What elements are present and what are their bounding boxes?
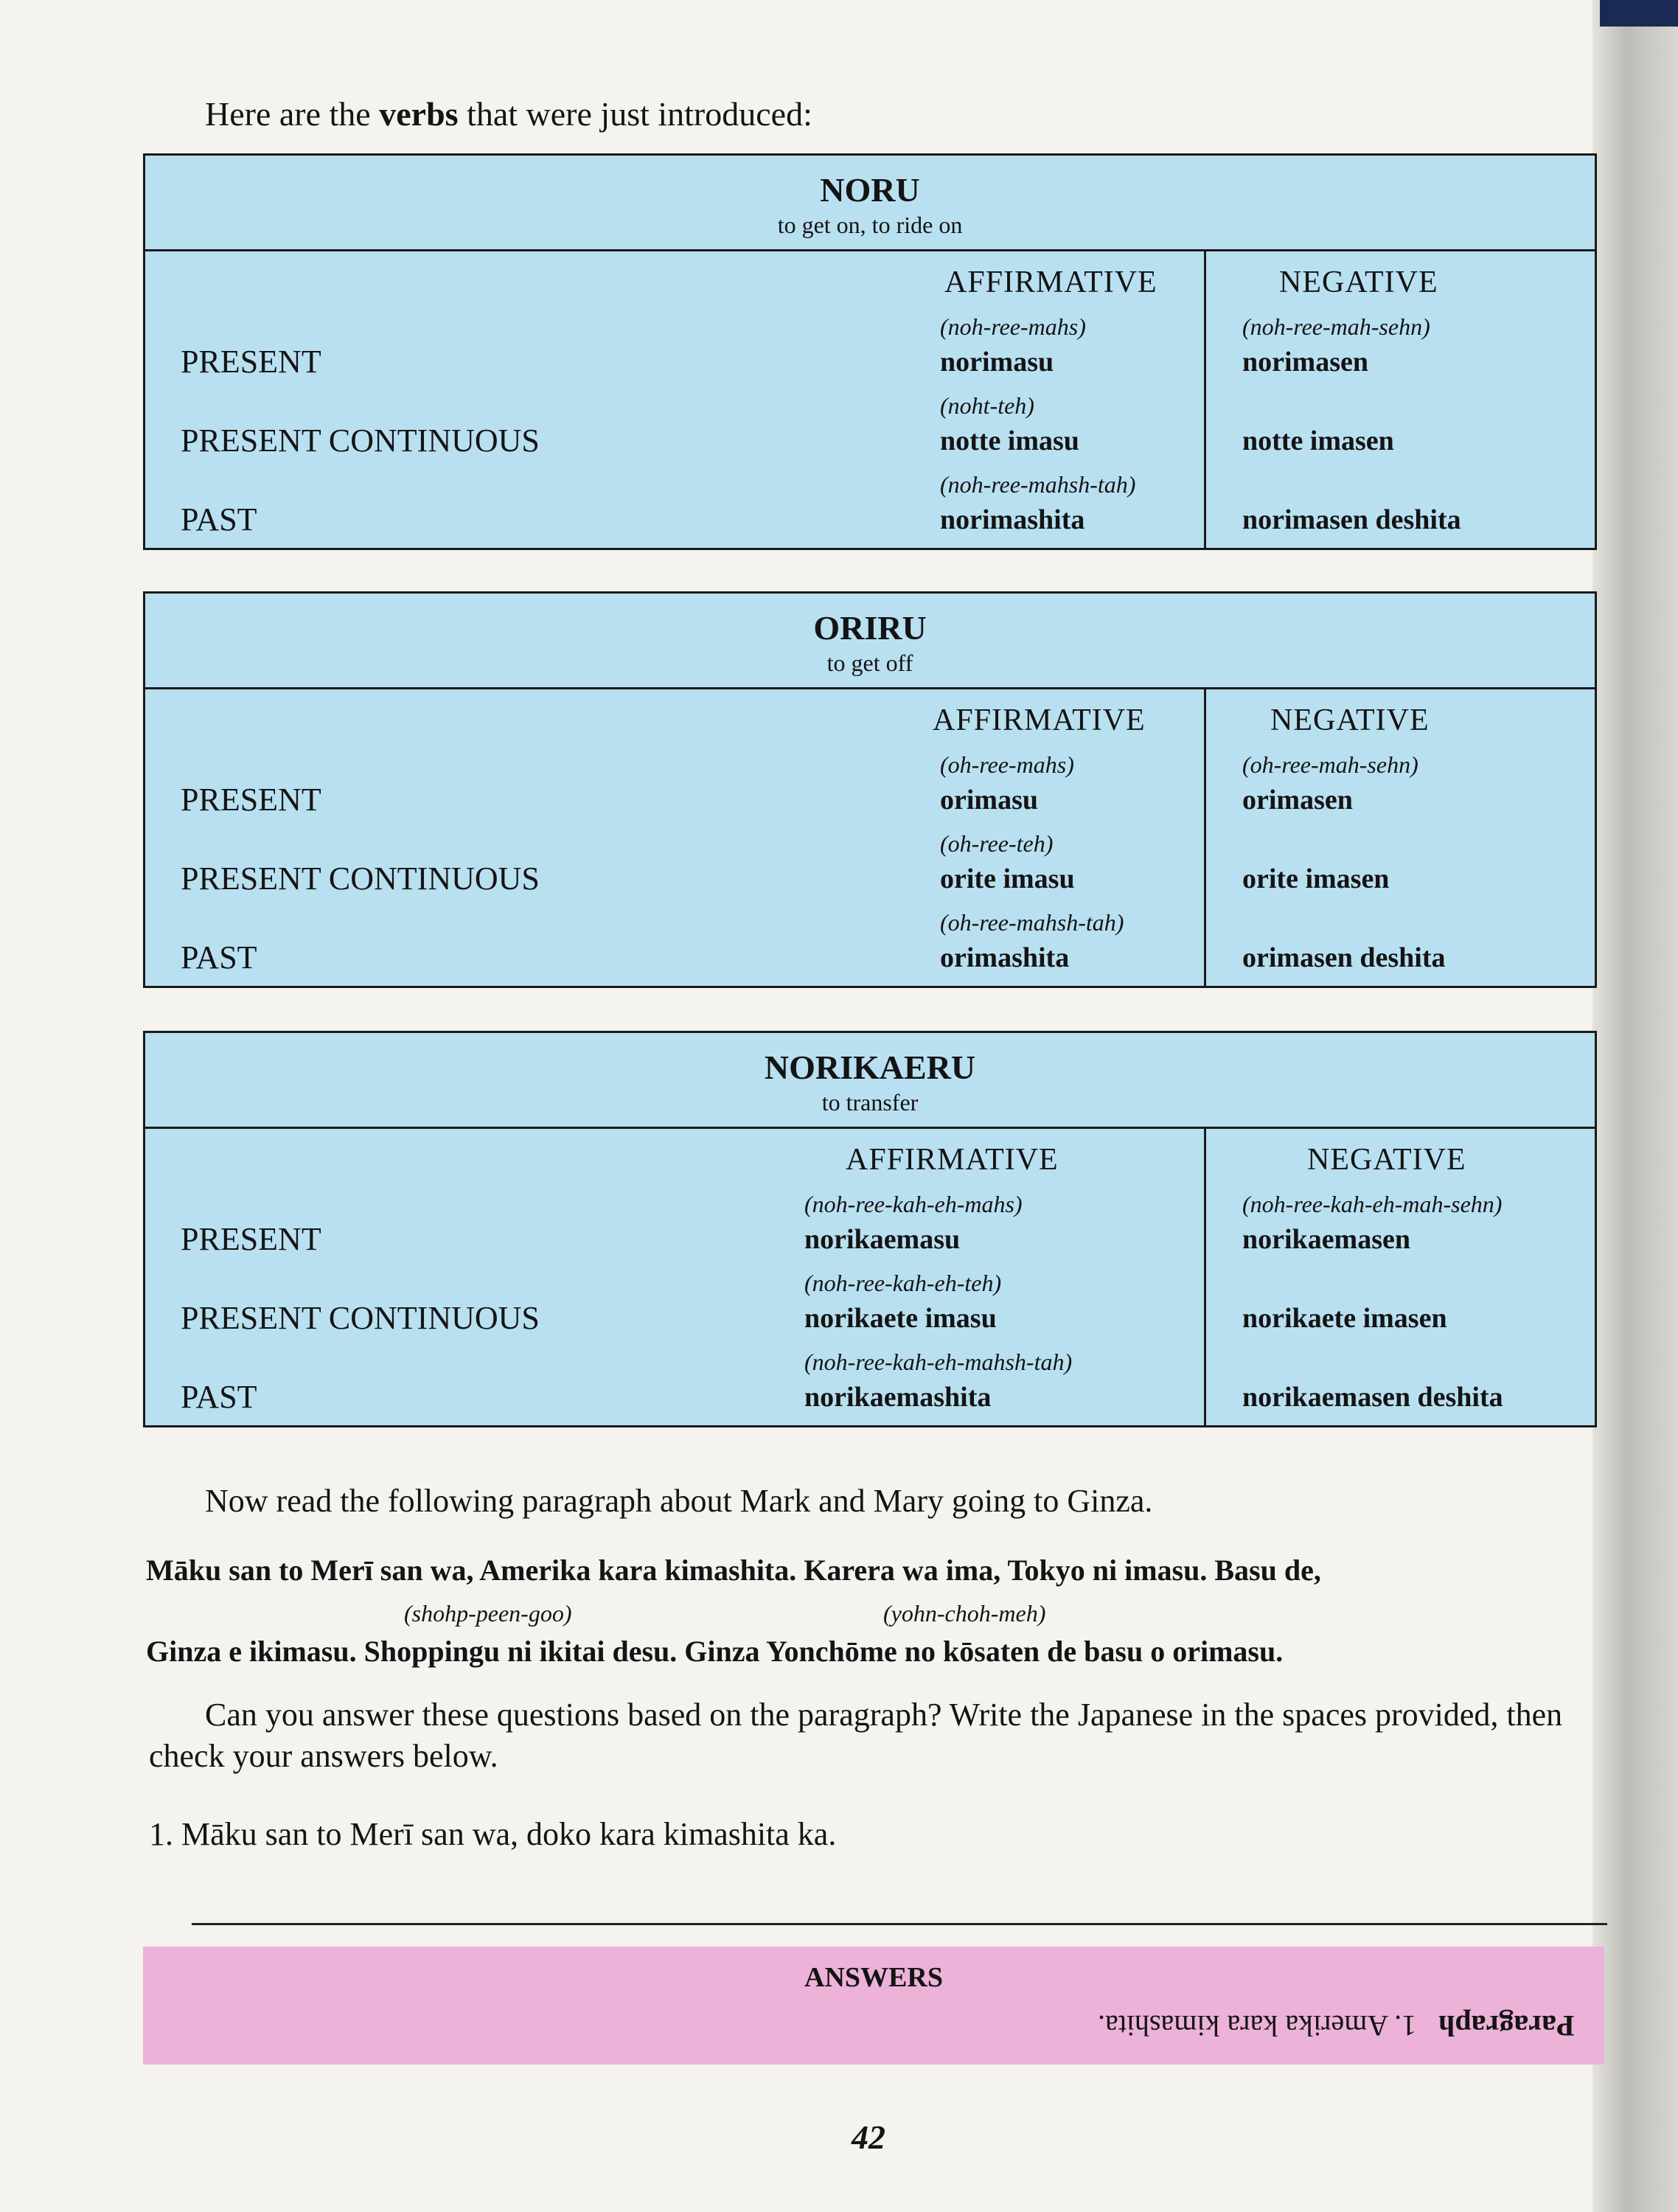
affirmative-form: norimashita (940, 504, 1085, 535)
affirmative-pronunciation: (noh-ree-kah-eh-mahsh-tah) (804, 1349, 1073, 1375)
tense-present: PRESENT (181, 344, 321, 380)
paragraph-intro: Now read the following paragraph about Mark and Mary going to Ginza. (205, 1483, 1153, 1519)
questions-intro: Can you answer these questions based on the paragraph? Write the Japanese in the spaces provided, then check your answers below. (149, 1697, 1563, 1774)
verb-name: NORIKAERU (764, 1048, 976, 1086)
verb-table-header (145, 1033, 1595, 1129)
verb-table-body (145, 689, 1595, 986)
answers-title: ANSWERS (804, 1962, 943, 1993)
tense-present-continuous: PRESENT CONTINUOUS (181, 1300, 540, 1336)
verb-table-body (145, 1129, 1595, 1425)
affirmative-pronunciation: (oh-ree-teh) (940, 830, 1054, 857)
verb-meaning: to transfer (821, 1089, 919, 1116)
negative-header: NEGATIVE (1270, 703, 1430, 737)
affirmative-pronunciation: (noh-ree-kah-eh-teh) (804, 1270, 1002, 1296)
verb-table-header (145, 594, 1595, 689)
affirmative-form: orimashita (940, 942, 1070, 973)
negative-header: NEGATIVE (1307, 1143, 1466, 1177)
answer-line[interactable] (192, 1923, 1607, 1925)
page-number: 42 (852, 2118, 885, 2156)
affirmative-form: norimasu (940, 347, 1054, 378)
affirmative-form: orite imasu (940, 863, 1075, 894)
tense-present: PRESENT (181, 782, 321, 818)
negative-form: norikaete imasen (1242, 1303, 1447, 1334)
negative-form: norimasen deshita (1242, 504, 1461, 535)
pronunciation-shoppingu: (shohp-peen-goo) (404, 1600, 572, 1627)
verb-table-norikaeru (143, 1031, 1597, 1427)
negative-form: orimasen (1242, 785, 1353, 815)
affirmative-pronunciation: (noh-ree-mahs) (940, 313, 1086, 340)
verb-table-header (145, 156, 1595, 251)
verb-name: NORU (820, 171, 920, 209)
pronunciation-yonchome: (yohn-choh-meh) (883, 1600, 1046, 1627)
negative-form: orimasen deshita (1242, 942, 1446, 973)
negative-form: notte imasen (1242, 425, 1394, 456)
affirmative-pronunciation: (noht-teh) (940, 392, 1034, 419)
negative-form: norimasen (1242, 347, 1368, 378)
column-divider (1204, 251, 1206, 548)
question-1: 1. Māku san to Merī san wa, doko kara kimashita ka. (149, 1816, 837, 1852)
negative-pronunciation: (noh-ree-mah-sehn) (1242, 313, 1430, 340)
negative-form: orite imasen (1242, 863, 1390, 894)
intro-line: Here are the verbs that were just introduced: (205, 95, 812, 133)
negative-form: norikaemasen (1242, 1224, 1410, 1255)
adjacent-page-edge (1600, 0, 1678, 27)
answers-text: 1. Amerika kara kimashita. (1098, 2009, 1417, 2042)
tense-past: PAST (181, 501, 257, 538)
tense-present: PRESENT (181, 1221, 321, 1257)
negative-header: NEGATIVE (1279, 265, 1438, 299)
column-divider (1204, 689, 1206, 986)
affirmative-pronunciation: (oh-ree-mahsh-tah) (940, 909, 1124, 936)
verb-name: ORIRU (813, 609, 927, 647)
answers-label: Paragraph (1438, 2009, 1575, 2042)
verb-table-oriru (143, 591, 1597, 988)
tense-past: PAST (181, 1379, 257, 1415)
verb-table-noru (143, 153, 1597, 550)
affirmative-header: AFFIRMATIVE (933, 703, 1146, 737)
verb-meaning: to get on, to ride on (777, 212, 963, 238)
page-gutter-shadow (1592, 0, 1678, 2212)
affirmative-form: notte imasu (940, 425, 1079, 456)
affirmative-header: AFFIRMATIVE (846, 1143, 1059, 1177)
answers-upside-down (1098, 2008, 1575, 2043)
tense-present-continuous: PRESENT CONTINUOUS (181, 860, 540, 897)
negative-form: norikaemasen deshita (1242, 1382, 1503, 1413)
verb-table-body (145, 251, 1595, 548)
tense-past: PAST (181, 939, 257, 975)
affirmative-form: norikaemasu (804, 1224, 961, 1255)
negative-pronunciation: (noh-ree-kah-eh-mah-sehn) (1242, 1191, 1503, 1217)
answers-box (143, 1947, 1604, 2065)
affirmative-form: norikaemashita (804, 1382, 992, 1413)
affirmative-form: orimasu (940, 785, 1038, 815)
verb-meaning: to get off (826, 650, 913, 676)
affirmative-header: AFFIRMATIVE (944, 265, 1157, 299)
affirmative-form: norikaete imasu (804, 1303, 997, 1334)
tense-present-continuous: PRESENT CONTINUOUS (181, 422, 540, 459)
affirmative-pronunciation: (noh-ree-kah-eh-mahs) (804, 1191, 1023, 1217)
column-divider (1204, 1129, 1206, 1425)
negative-pronunciation: (oh-ree-mah-sehn) (1242, 751, 1418, 778)
paragraph-line-1: Māku san to Merī san wa, Amerika kara kimashita. Karera wa ima, Tokyo ni imasu. Basu de, (146, 1554, 1321, 1587)
paragraph-line-2: Ginza e ikimasu. Shoppingu ni ikitai desu. Ginza Yonchōme no kōsaten de basu o orimasu. (146, 1635, 1284, 1668)
affirmative-pronunciation: (oh-ree-mahs) (940, 751, 1074, 778)
affirmative-pronunciation: (noh-ree-mahsh-tah) (940, 471, 1136, 498)
